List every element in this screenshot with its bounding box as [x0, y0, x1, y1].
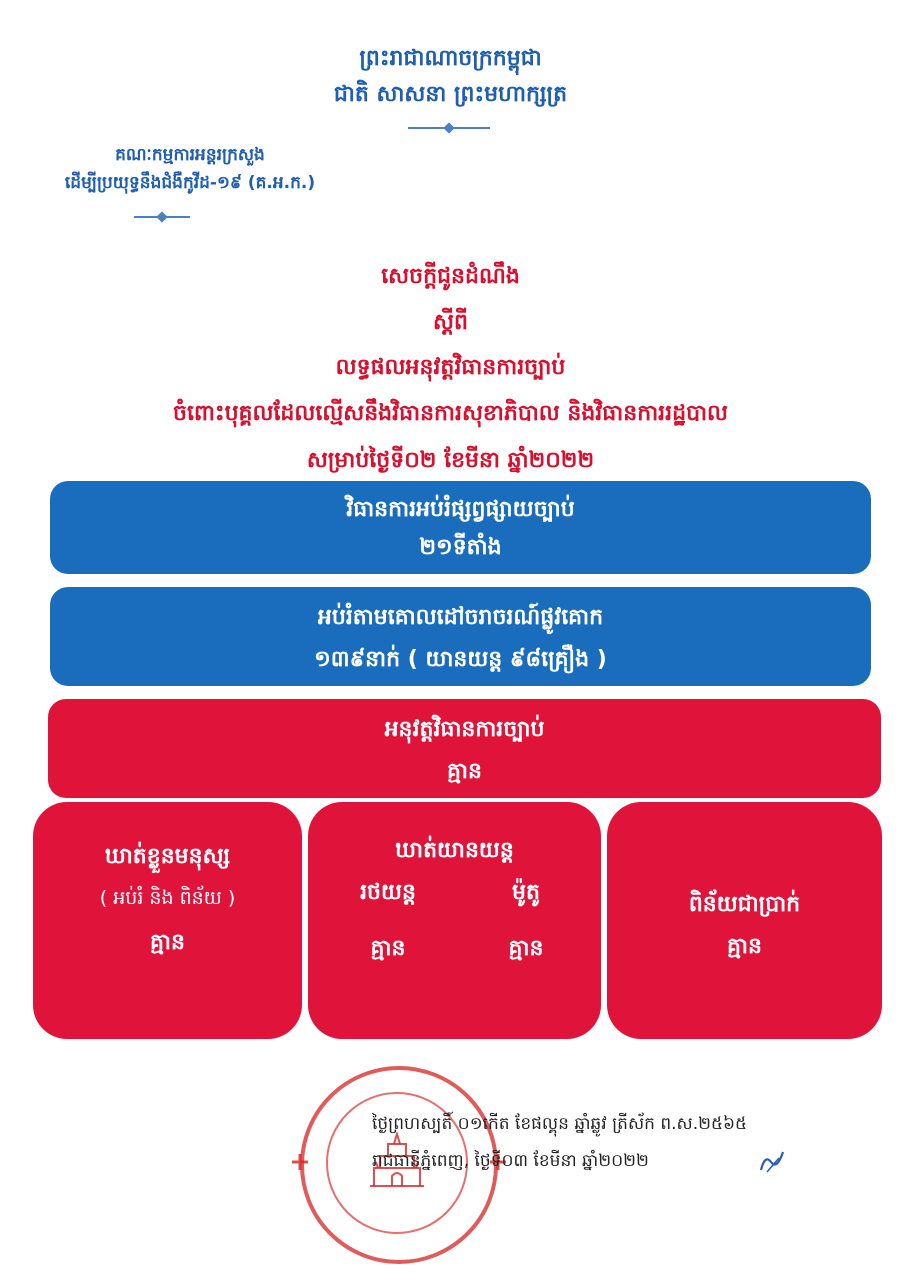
divider-ornament [408, 127, 490, 129]
education-box [50, 481, 871, 574]
national-motto: ជាតិ សាសនា ព្រះមហាក្សត្រ [333, 82, 568, 107]
fine-title: ពិន័យជាប្រាក់ [688, 892, 801, 917]
fine-value: គ្មាន [727, 934, 762, 959]
lunar-date-line: ថ្ងៃព្រហស្បតិ៍ ០១កើត ខែផល្គុន ឆ្នាំឆ្លូវ ត្រីស័ក ព.ស.២៥៦៥ [372, 1114, 748, 1134]
enforcement-value: គ្មាន [447, 759, 482, 784]
traffic-education-box [50, 587, 871, 686]
detention-value: គ្មាន [150, 930, 185, 955]
education-value: ២១ទីតាំង [419, 535, 502, 560]
detention-card [33, 802, 302, 1039]
traffic-value: ១៣៩នាក់ ( យានយន្ត ៩៨គ្រឿង ) [314, 647, 607, 672]
kingdom-heading: ព្រះរាជាណាចក្រកម្ពុជា [359, 46, 542, 71]
notice-scope: ចំពោះបុគ្គលដែលល្មើសនឹងវិធានការសុខាភិបាល និងវិធានការរដ្ឋបាល [173, 401, 728, 426]
traffic-label: អប់រំតាមគោលដៅចរាចរណ៍ផ្លូវគោក [317, 605, 604, 630]
notice-date: សម្រាប់ថ្ងៃទី០២ ខែមីនា ឆ្នាំ២០២២ [306, 448, 595, 473]
seal-cross-left-icon [290, 1152, 310, 1172]
motorbike-value: គ្មាន [508, 936, 544, 961]
committee-name: គណៈកម្មការអន្តរក្រសួង [115, 145, 265, 165]
detention-title: ឃាត់ខ្លួនមនុស្ស [104, 844, 231, 869]
vehicle-detention-card [308, 802, 601, 1039]
place-date-line: រាជធានីភ្នំពេញ, ថ្ងៃទី០៣ ខែមីនា ឆ្នាំ២០២២ [372, 1151, 649, 1171]
enforcement-label: អនុវត្តវិធានការច្បាប់ [384, 717, 545, 742]
committee-purpose: ដើម្បីប្រយុទ្ធនឹងជំងឺកូវីដ-១៩ (គ.អ.ក.) [64, 173, 316, 193]
detention-subtitle: ( អប់រំ និង ពិន័យ ) [99, 887, 236, 909]
notice-about: ស្តីពី [433, 310, 468, 335]
fine-card [607, 802, 882, 1039]
education-label: វិធានការអប់រំផ្សព្វផ្សាយច្បាប់ [346, 497, 575, 522]
car-value: គ្មាន [370, 936, 406, 961]
car-label: រថយន្ត [360, 880, 416, 905]
enforcement-box [48, 699, 881, 798]
divider-ornament-small [134, 216, 190, 218]
notice-title: សេចក្តីជូនដំណឹង [381, 264, 520, 289]
notice-subject: លទ្ធផលអនុវត្តវិធានការច្បាប់ [335, 355, 566, 380]
signature-mark-icon [757, 1148, 787, 1176]
motorbike-label: ម៉ូតូ [512, 880, 540, 905]
vehicle-title: ឃាត់យានយន្ត [395, 838, 514, 863]
